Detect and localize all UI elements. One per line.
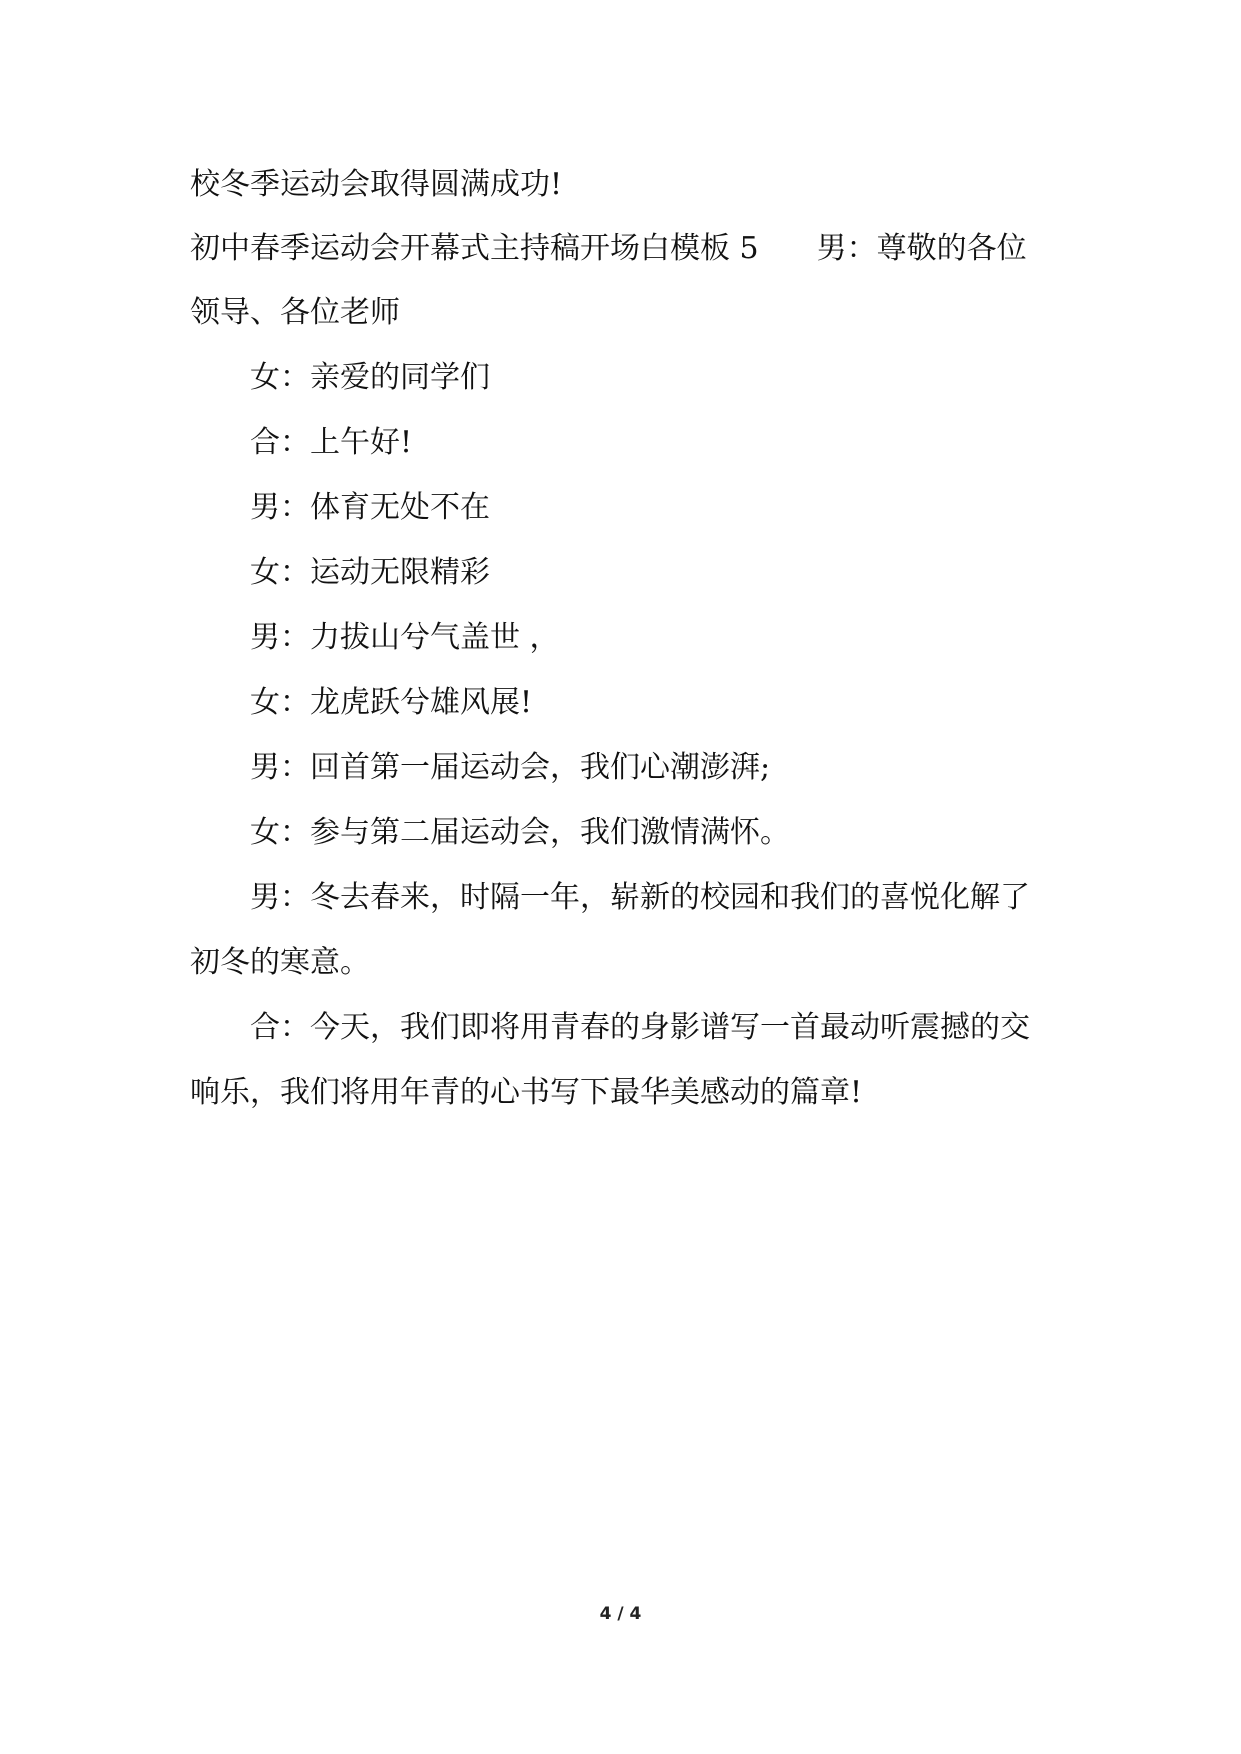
section-heading-line xyxy=(190,217,1070,281)
paragraph-line: 初冬的寒意。 xyxy=(190,945,370,980)
paragraph-line: 校冬季运动会取得圆满成功! xyxy=(190,167,563,202)
dialogue-line: 女：参与第二届运动会，我们激情满怀。 xyxy=(250,815,790,850)
dialogue-line: 合：今天，我们即将用青春的身影谱写一首最动听震撼的交 xyxy=(250,1010,1030,1045)
dialogue-line: 男：回首第一届运动会，我们心潮澎湃; xyxy=(250,750,771,785)
dialogue-line: 男：力拔山兮气盖世 ， xyxy=(250,620,560,655)
dialogue-line: 女：运动无限精彩 xyxy=(250,555,490,590)
section-title: 初中春季运动会开幕式主持稿开场白模板 5 xyxy=(190,231,759,266)
dialogue-line: 女：亲爱的同学们 xyxy=(250,360,490,395)
paragraph-line: 领导、各位老师 xyxy=(190,295,400,330)
dialogue-text: 男：尊敬的各位 xyxy=(816,231,1027,266)
page-number: 4 / 4 xyxy=(599,1604,642,1624)
dialogue-line: 男：体育无处不在 xyxy=(250,490,490,525)
dialogue-line: 女：龙虎跃兮雄风展! xyxy=(250,685,533,720)
paragraph-line: 响乐，我们将用年青的心书写下最华美感动的篇章! xyxy=(190,1075,863,1110)
dialogue-line: 男：冬去春来，时隔一年，崭新的校园和我们的喜悦化解了 xyxy=(250,880,1030,915)
dialogue-line: 合：上午好! xyxy=(250,425,413,460)
